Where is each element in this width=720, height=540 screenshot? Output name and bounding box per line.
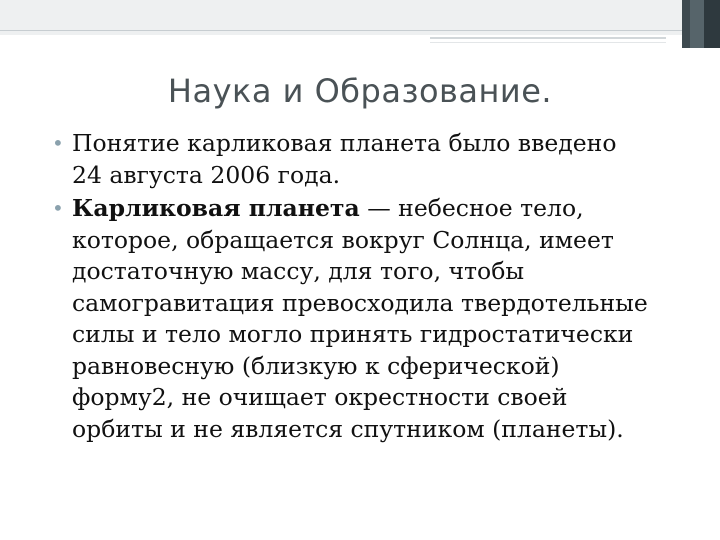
decorative-strip-thin — [430, 42, 666, 43]
bullet-line: самогравитация превосходила твердотельные — [72, 288, 648, 317]
bullet-line: Понятие карликовая планета было введено — [72, 129, 617, 157]
bullet-line-first — [72, 193, 702, 225]
bullet-line: орбиты и не является спутником (планеты). — [72, 414, 624, 443]
decorative-strip — [430, 37, 666, 39]
bullet-line: 24 августа 2006 года. — [72, 160, 341, 189]
top-divider — [0, 30, 700, 31]
slide-title: Наука и Образование. — [167, 72, 553, 110]
bullet-line: равновесную (близкую к сферической) — [72, 351, 560, 380]
list-item — [52, 193, 702, 445]
bullet-icon: • — [52, 131, 64, 155]
term-bold: Карликовая планета — [72, 194, 360, 222]
top-banner — [0, 0, 720, 35]
bullet-line: форму2, не очищает окрестности своей — [72, 383, 568, 411]
bullet-line: достаточную массу, для того, чтобы — [72, 257, 525, 285]
term-definition-start: — небесное тело, — [359, 194, 584, 222]
bullet-line: силы и тело могло принять гидростатически — [72, 320, 634, 348]
list-item — [52, 128, 702, 191]
bullet-icon: • — [52, 196, 64, 220]
bullet-line: которое, обращается вокруг Солнца, имеет — [72, 225, 614, 254]
bullet-list — [52, 128, 702, 447]
corner-accent — [682, 0, 720, 48]
